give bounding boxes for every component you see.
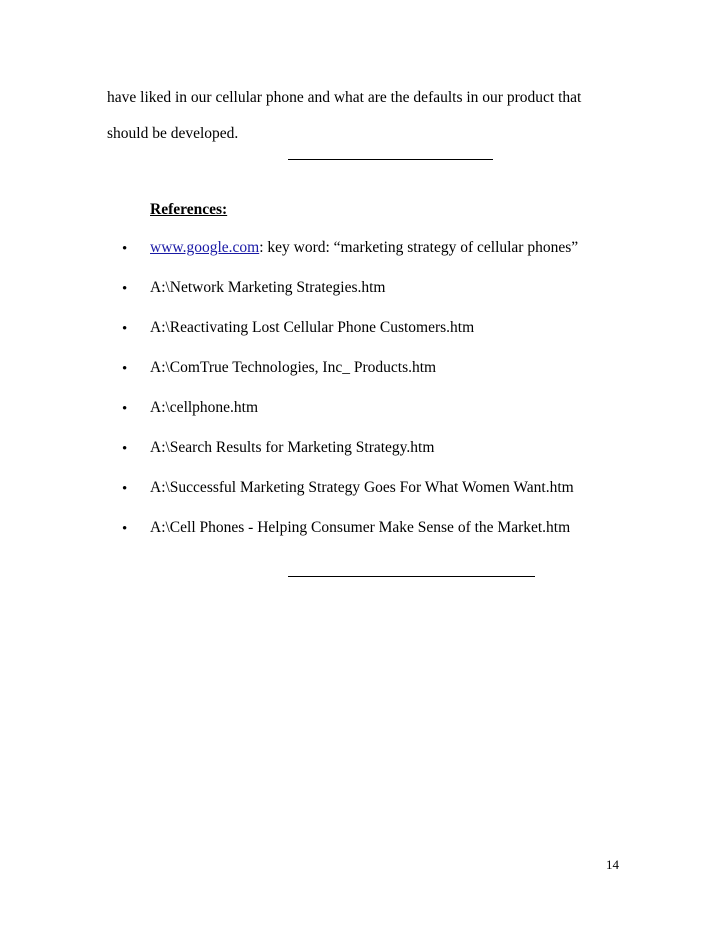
bullet-icon: • — [122, 281, 128, 297]
paragraph-line-1: have liked in our cellular phone and what are the defaults in our product that — [107, 89, 582, 106]
reference-link-google[interactable]: www.google.com — [150, 239, 260, 256]
reference-text — [150, 238, 578, 258]
bullet-icon: • — [122, 321, 128, 337]
reference-description: : key word: “marketing strategy of cellular phones” — [259, 239, 579, 256]
bullet-icon: • — [122, 241, 128, 257]
reference-text: A:\Search Results for Marketing Strategy.htm — [150, 439, 435, 456]
reference-text: A:\Cell Phones - Helping Consumer Make Sense of the Market.htm — [150, 519, 571, 536]
bullet-icon: • — [122, 361, 128, 377]
reference-text: A:\Successful Marketing Strategy Goes For What Women Want.htm — [150, 479, 574, 496]
reference-text: A:\Reactivating Lost Cellular Phone Customers.htm — [150, 319, 475, 336]
bullet-icon: • — [122, 481, 128, 497]
bullet-icon: • — [122, 521, 128, 537]
section-divider-top — [288, 159, 493, 160]
bullet-icon: • — [122, 441, 128, 457]
paragraph-line-2: should be developed. — [107, 125, 239, 142]
reference-text: A:\cellphone.htm — [150, 399, 259, 416]
bullet-icon: • — [122, 401, 128, 417]
section-divider-bottom — [288, 576, 535, 577]
reference-text: A:\Network Marketing Strategies.htm — [150, 279, 386, 296]
reference-text: A:\ComTrue Technologies, Inc_ Products.htm — [150, 359, 437, 376]
references-heading: References: — [150, 201, 228, 218]
page-number: 14 — [606, 857, 619, 872]
